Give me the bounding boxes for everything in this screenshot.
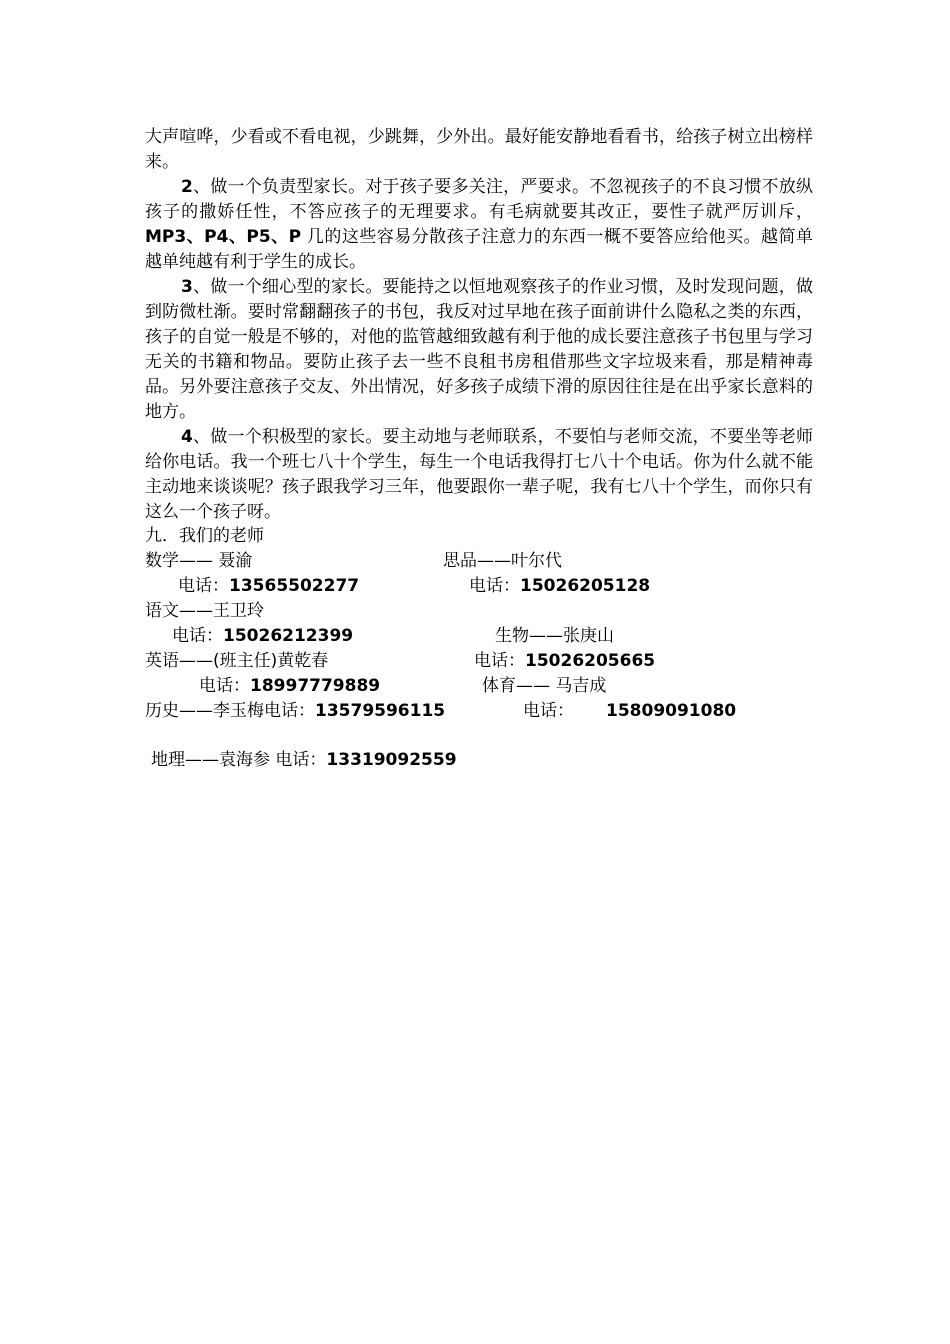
teacher-biology: 生物——张庚山 <box>495 626 614 646</box>
pe-phone: 15809091080 <box>606 701 737 721</box>
teacher-geography: 地理——袁海参 电话： <box>151 750 327 770</box>
teacher-pe: 体育—— 马吉成 <box>482 676 607 696</box>
paragraph-3 <box>145 275 813 425</box>
paragraph-3-text: 、做一个细心型的家长。要能持之以恒地观察孩子的作业习惯，及时发现问题，做到防微杜渐。要时常翻翻孩子的书包，我反对过早地在孩子面前讲什么隐私之类的东西，孩子的自觉一般是不够的，对他的监管越细致越有利于他的成长要注意孩子书包里与学习无关的书籍和物品。要防止孩子去一些不良租书房租借那些文字垃圾来看，那是精神毒品。另外要注意孩子交友、外出情况，好多孩子成绩下滑的原因往往是在出乎家长意料的地方。 <box>145 277 813 422</box>
english-phone-line <box>199 674 380 699</box>
paragraph-2-devices: MP3、P4、P5、P <box>145 227 302 247</box>
paragraph-1 <box>145 125 813 175</box>
paragraph-4-number: 4 <box>181 427 193 447</box>
english-phone-label: 电话： <box>199 676 250 696</box>
teacher-geography-line <box>151 748 457 773</box>
math-phone: 13565502277 <box>229 576 360 596</box>
paragraph-2-text-a: 、做一个负责型家长。对于孩子要多关注，严要求。不忽视孩子的不良习惯不放纵孩子的撒娇任性，不答应孩子的无理要求。有毛病就要其改正，要性子就严厉训斥， <box>145 177 813 222</box>
paragraph-3-number: 3 <box>181 277 193 297</box>
politics-phone-line <box>469 574 650 599</box>
math-phone-label: 电话： <box>178 576 229 596</box>
teacher-politics: 思品——叶尔代 <box>443 551 562 571</box>
biology-phone: 15026205665 <box>525 651 656 671</box>
teacher-history: 历史——李玉梅电话： <box>145 701 315 721</box>
geography-phone: 13319092559 <box>326 750 457 770</box>
teacher-history-line <box>145 699 445 724</box>
politics-phone: 15026205128 <box>520 576 651 596</box>
history-phone: 13579596115 <box>315 701 446 721</box>
teacher-chinese: 语文——王卫玲 <box>145 601 264 621</box>
chinese-phone-label: 电话： <box>172 626 223 646</box>
paragraph-2 <box>145 175 813 275</box>
teacher-math: 数学—— 聂渝 <box>145 551 253 571</box>
chinese-phone: 15026212399 <box>223 626 354 646</box>
paragraph-4-text: 、做一个积极型的家长。要主动地与老师联系，不要怕与老师交流，不要坐等老师给你电话。我一个班七八十个学生，每生一个电话我得打七八十个电话。你为什么就不能主动地来谈谈呢？孩子跟我学习三年，他要跟你一辈子呢，我有七八十个学生，而你只有这么一个孩子呀。 <box>145 427 813 522</box>
pe-phone-label: 电话： <box>523 701 574 721</box>
politics-phone-label: 电话： <box>469 576 520 596</box>
teachers-heading: 九．我们的老师 <box>145 526 264 546</box>
chinese-phone-line <box>172 624 353 649</box>
paragraph-2-number: 2 <box>181 177 193 197</box>
biology-phone-line <box>474 649 655 674</box>
pe-phone-line <box>523 699 736 724</box>
paragraph-1-text: 大声喧哗，少看或不看电视，少跳舞，少外出。最好能安静地看看书，给孩子树立出榜样来。 <box>145 127 813 172</box>
math-phone-line <box>178 574 359 599</box>
paragraph-2-text-b: 几的这些容易分散孩子注意力的东西一概不要答应给他买。越简单越单纯越有利于学生的成长。 <box>145 227 813 272</box>
teacher-english: 英语——(班主任)黄乾春 <box>145 651 329 671</box>
paragraph-4 <box>145 425 813 525</box>
biology-phone-label: 电话： <box>474 651 525 671</box>
english-phone: 18997779889 <box>250 676 381 696</box>
